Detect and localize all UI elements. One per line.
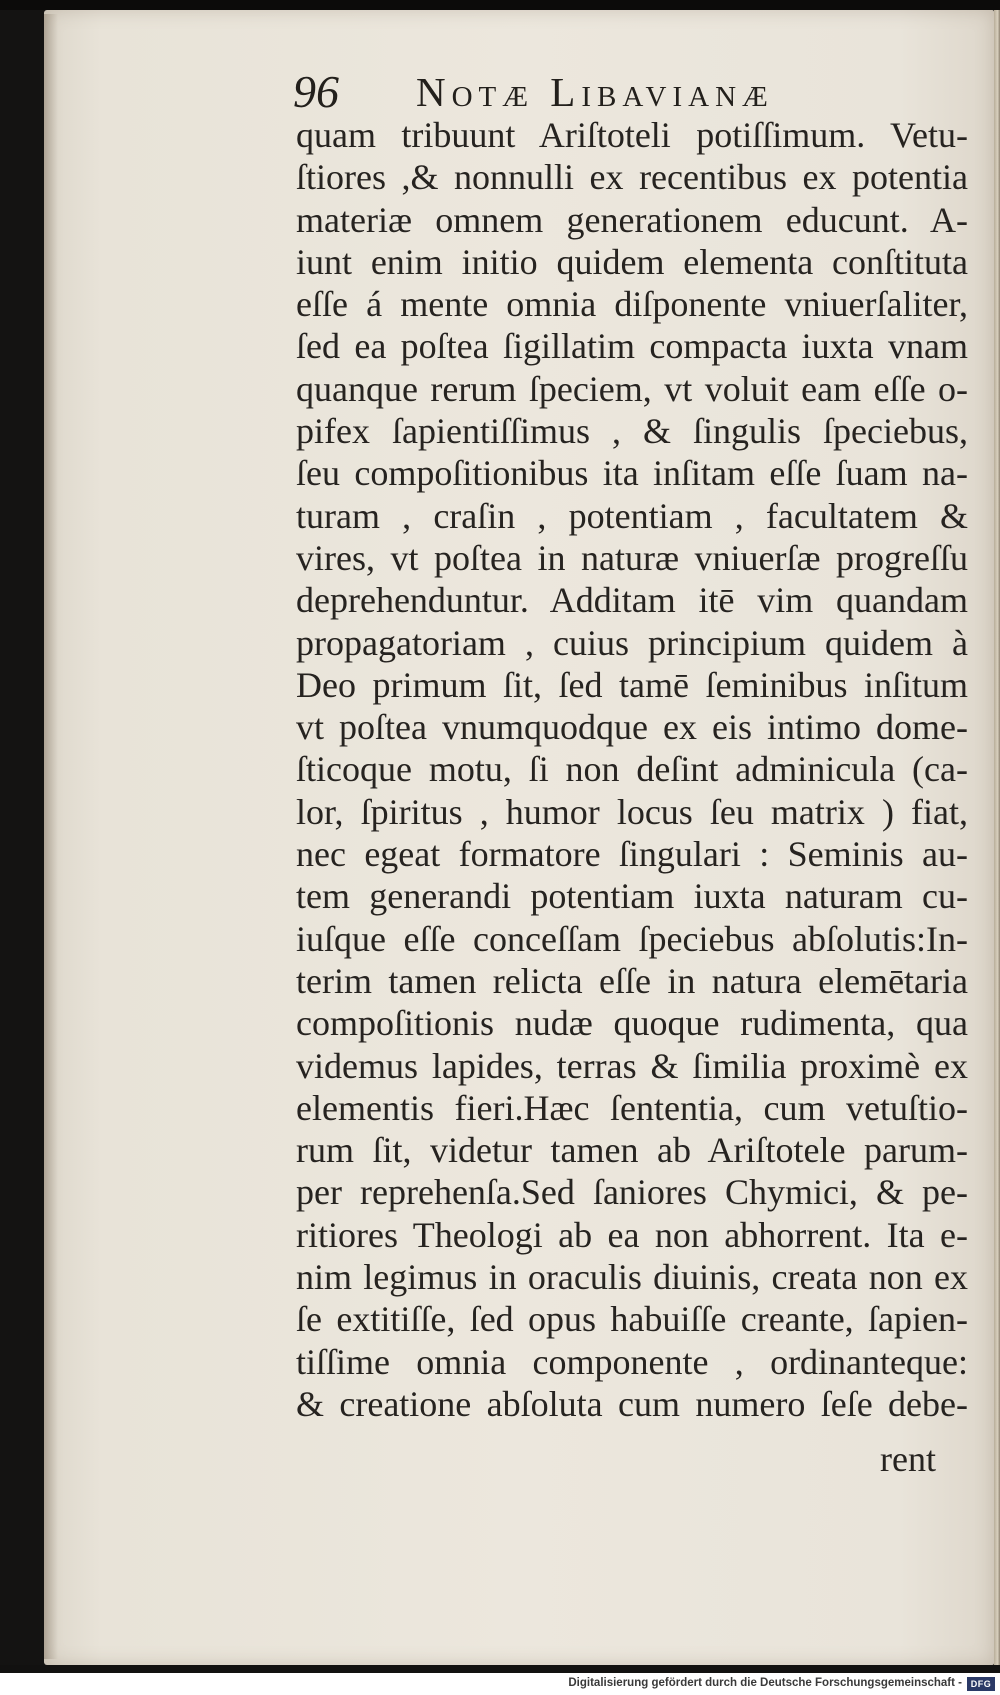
body-text xyxy=(296,114,968,1425)
text-line: materiæ omnem generationem educunt. A- xyxy=(296,199,968,240)
text-line: videmus lapides, terras & ſimilia proximè ex xyxy=(296,1045,968,1086)
text-line: elementis fieri.Hæc ſententia, cum vetuſtio- xyxy=(296,1087,968,1128)
text-line: compoſitionis nudæ quoque rudimenta, qua xyxy=(296,1003,968,1044)
text-line: turam , craſin , potentiam , facultatem & xyxy=(296,495,968,536)
text-line: tiſſime omnia componente , ordinanteque: xyxy=(296,1341,968,1382)
page-edge xyxy=(994,10,1000,1665)
page-number: 96 xyxy=(293,66,339,117)
text-line: lor, ſpiritus , humor locus ſeu matrix ) fiat, xyxy=(296,791,968,832)
text-line: ſed ea poſtea ſigillatim compacta iuxta vnam xyxy=(296,326,968,367)
text-line: tem generandi potentiam iuxta naturam cu- xyxy=(296,876,968,917)
text-line: vt poſtea vnumquodque ex eis intimo dome- xyxy=(296,707,968,748)
text-line: ritiores Theologi ab ea non abhorrent. Ita e- xyxy=(296,1214,968,1255)
funding-credit: Digitalisierung gefördert durch die Deutsche Forschungsgemeinschaft - xyxy=(568,1677,962,1689)
text-line: pifex ſapientiſſimus , & ſingulis ſpeciebus, xyxy=(296,411,968,452)
text-line: Deo primum ſit, ſed tamē ſeminibus inſitum xyxy=(296,664,968,705)
text-line: quam tribuunt Ariſtoteli potiſſimum. Vetu- xyxy=(296,115,968,155)
text-line: nec egeat formatore ſingulari : Seminis au- xyxy=(296,834,968,875)
text-line: ſeu compoſitionibus ita inſitam eſſe ſuam na- xyxy=(296,453,968,494)
text-line: ſtiores ,& nonnulli ex recentibus ex potentia xyxy=(296,157,968,198)
top-border xyxy=(0,0,1000,10)
text-line: ſe extitiſſe, ſed opus habuiſſe creante, ſapien- xyxy=(296,1299,968,1340)
text-line: rum ſit, videtur tamen ab Ariſtotele parum- xyxy=(296,1130,968,1171)
text-line: nim legimus in oraculis diuinis, creata non ex xyxy=(296,1257,968,1298)
text-line: ſticoque motu, ſi non deſint adminicula (ca- xyxy=(296,749,968,790)
text-line: quanque rerum ſpeciem, vt voluit eam eſſe o- xyxy=(296,368,968,409)
dfg-logo-icon: DFG xyxy=(967,1677,995,1691)
text-line: terim tamen relicta eſſe in natura elemētaria xyxy=(296,960,968,1001)
text-line: deprehenduntur. Additam itē vim quandam xyxy=(296,580,968,621)
running-title: Notæ Libavianæ xyxy=(416,69,774,115)
digitization-footer xyxy=(0,1673,1000,1695)
page-gutter-shadow xyxy=(44,14,58,1659)
text-line: eſſe á mente omnia diſponente vniuerſaliter, xyxy=(296,284,968,325)
text-line: iunt enim initio quidem elementa conſtituta xyxy=(296,241,968,282)
text-line: propagatoriam , cuius principium quidem à xyxy=(296,622,968,663)
bottom-border xyxy=(0,1665,1000,1673)
text-line: vires, vt poſtea in naturæ vniuerſæ progreſſu xyxy=(296,537,968,578)
page-header xyxy=(293,62,933,122)
text-line: & creatione abſoluta cum numero ſeſe debe- xyxy=(296,1383,968,1424)
text-line: per reprehenſa.Sed ſaniores Chymici, & pe- xyxy=(296,1172,968,1213)
text-line: iuſque eſſe conceſſam ſpeciebus abſolutis:In- xyxy=(296,918,968,959)
catchword: rent xyxy=(880,1439,936,1479)
